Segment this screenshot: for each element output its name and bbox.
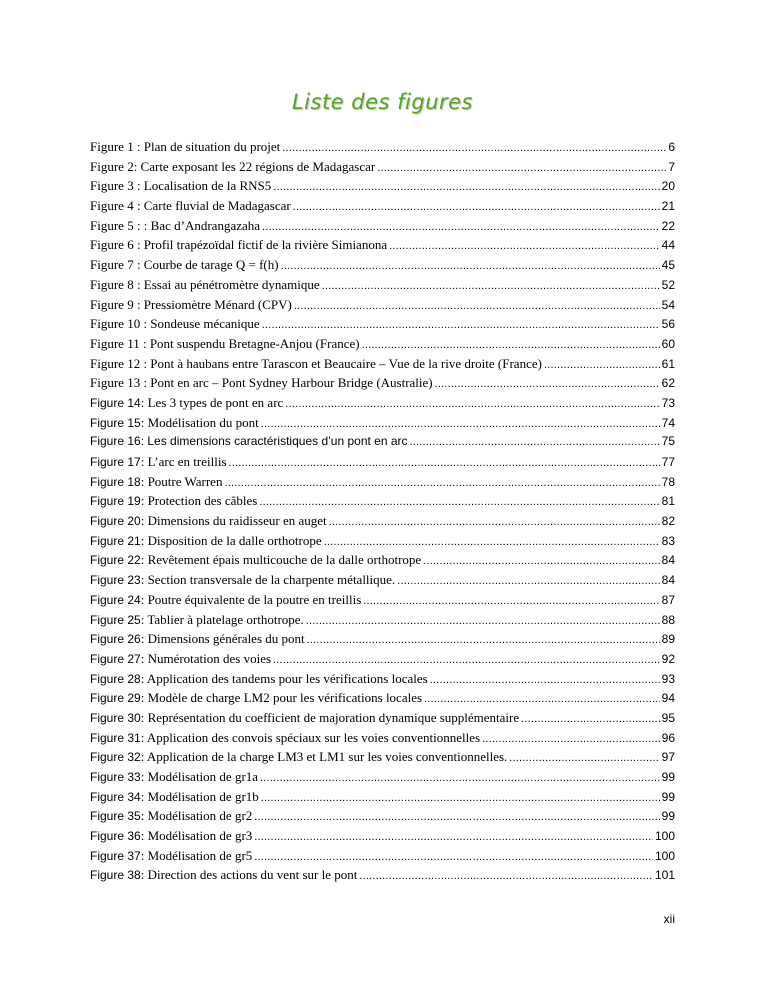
toc-entry-text: : Modélisation de gr2 [140, 808, 253, 824]
toc-entry-page: 54 [661, 297, 675, 312]
toc-entry-page: 101 [654, 868, 675, 883]
toc-entry[interactable] [90, 708, 675, 728]
toc-entry-text: : Modélisation du pont [140, 414, 259, 430]
dot-leader [261, 789, 660, 809]
toc-entry-page: 21 [661, 199, 675, 214]
toc-entry-text: : Les 3 types de pont en arc [140, 394, 284, 410]
toc-entry-text: : Modèle de charge LM2 pour les vérifications locales [140, 690, 423, 706]
toc-entry-text: : Dimensions du raidisseur en auget [140, 513, 327, 529]
toc-entry[interactable] [90, 196, 675, 216]
toc-entry-text: : Application des convois spéciaux sur les voies conventionnelles [140, 729, 481, 745]
toc-entry-page: 52 [661, 277, 675, 292]
toc-entry-prefix: Figure 28 [90, 671, 141, 686]
toc-entry-text: : Les dimensions caractéristiques d’un pont en arc [140, 434, 408, 449]
toc-entry-prefix: Figure 27 [90, 651, 141, 666]
dot-leader [273, 178, 659, 198]
dot-leader [363, 592, 659, 612]
toc-entry-page: 62 [661, 376, 675, 391]
toc-entry[interactable] [90, 472, 675, 492]
toc-entry-page: 56 [661, 317, 675, 332]
toc-entry[interactable] [90, 747, 675, 767]
toc-entry-text: Figure 13 : Pont en arc – Pont Sydney Harbour Bridge (Australie) [90, 375, 433, 391]
dot-leader [521, 710, 659, 730]
toc-entry-page: 94 [661, 691, 675, 706]
toc-entry-text: Figure 8 : Essai au pénétromètre dynamique [90, 276, 320, 292]
toc-entry[interactable] [90, 787, 675, 807]
toc-entry[interactable] [90, 491, 675, 511]
toc-entry[interactable] [90, 570, 675, 590]
toc-entry[interactable] [90, 176, 675, 196]
toc-entry[interactable] [90, 610, 675, 630]
toc-entry-text: : Dimensions générales du pont [140, 631, 305, 647]
toc-entry-text: : Direction des actions du vent sur le pont [140, 867, 358, 883]
dot-leader [281, 257, 660, 277]
toc-entry-text: : Modélisation de gr1a [140, 769, 259, 784]
toc-entry-text: : Numérotation des voies [140, 650, 272, 666]
toc-entry-text: : Section transversale de la charpente métallique. [140, 572, 396, 588]
dot-leader [329, 513, 660, 533]
toc-entry[interactable] [90, 629, 675, 649]
toc-entry-page: 74 [661, 415, 675, 430]
toc-entry-prefix: Figure 16 [90, 434, 141, 449]
toc-entry-page: 82 [661, 514, 675, 529]
dot-leader [423, 552, 659, 572]
toc-entry-page: 84 [661, 573, 675, 588]
toc-entry-text: Figure 4 : Carte fluvial de Madagascar [90, 198, 291, 214]
dot-leader [254, 828, 653, 848]
toc-entry-text: Figure 3 : Localisation de la RNS5 [90, 178, 272, 194]
toc-entry[interactable] [90, 413, 675, 433]
toc-entry-prefix: Figure 36 [90, 829, 141, 844]
toc-entry[interactable] [90, 157, 675, 177]
dot-leader [224, 474, 659, 494]
toc-entry-prefix: Figure 33 [90, 770, 141, 784]
toc-entry[interactable] [90, 314, 675, 334]
dot-leader [306, 612, 660, 632]
toc-entry-prefix: Figure 25 [90, 612, 141, 627]
dot-leader [430, 671, 660, 691]
toc-entry-text: : L’arc en treillis [140, 454, 227, 469]
toc-entry-text: Figure 6 : Profil trapézoïdal fictif de la rivière Simianona [90, 237, 388, 253]
toc-entry-page: 61 [661, 356, 675, 371]
toc-entry-page: 87 [661, 592, 675, 607]
toc-entry[interactable] [90, 590, 675, 610]
toc-entry[interactable] [90, 275, 675, 295]
toc-entry[interactable] [90, 334, 675, 354]
toc-entry-prefix: Figure 34 [90, 789, 141, 804]
toc-entry-text: Figure 1 : Plan de situation du projet [90, 139, 281, 154]
toc-entry-page: 60 [661, 336, 675, 351]
toc-entry-page: 77 [661, 455, 675, 469]
toc-entry[interactable] [90, 806, 675, 826]
toc-entry-text: : Modélisation de gr5 [140, 847, 253, 863]
toc-entry-text: : Modélisation de gr3 [140, 828, 253, 844]
toc-entry[interactable] [90, 846, 675, 866]
toc-entry-prefix: Figure 24 [90, 592, 141, 607]
toc-entry-prefix: Figure 29 [90, 691, 141, 706]
toc-entry-page: 44 [661, 238, 675, 253]
toc-entry[interactable] [90, 511, 675, 531]
dot-leader [544, 356, 660, 376]
toc-entry-text: : Modélisation de gr1b [140, 788, 259, 804]
toc-entry-text: : Application de la charge LM3 et LM1 sur les voies conventionnelles. [140, 749, 508, 765]
toc-entry-prefix: Figure 30 [90, 710, 141, 725]
toc-entry[interactable] [90, 137, 675, 157]
toc-entry[interactable] [90, 452, 675, 472]
toc-entry[interactable] [90, 373, 675, 393]
toc-entry[interactable] [90, 649, 675, 669]
toc-entry[interactable] [90, 550, 675, 570]
dot-leader [307, 631, 660, 651]
dot-leader [260, 769, 660, 789]
dot-leader [482, 730, 660, 750]
toc-entry-page: 97 [661, 750, 675, 765]
dot-leader [359, 867, 653, 887]
toc-entry-page: 99 [661, 770, 675, 784]
toc-entry[interactable] [90, 295, 675, 315]
toc-entry-page: 78 [661, 474, 675, 489]
dot-leader [377, 159, 666, 179]
toc-entry[interactable] [90, 255, 675, 275]
toc-entry-prefix: Figure 23 [90, 573, 141, 588]
dot-leader [293, 198, 660, 218]
dot-leader [397, 572, 659, 592]
toc-entry-prefix: Figure 32 [90, 750, 141, 765]
toc-entry-text: : Application des tandems pour les vérifications locales [140, 670, 428, 686]
toc-entry-prefix: Figure 14 [90, 395, 141, 410]
toc-entry-page: 93 [661, 671, 675, 686]
toc-entry-text: : Tablier à platelage orthotrope. [140, 611, 304, 627]
toc-entry[interactable] [90, 826, 675, 846]
toc-entry-text: Figure 7 : Courbe de tarage Q = f(h) [90, 257, 279, 273]
toc-entry-prefix: Figure 19 [90, 494, 141, 509]
toc-entry-text: Figure 2: Carte exposant les 22 régions de Madagascar [90, 158, 376, 174]
toc-entry-page: 88 [661, 612, 675, 627]
toc-entry[interactable] [90, 688, 675, 708]
dot-leader [285, 395, 659, 415]
toc-entry-page: 73 [661, 395, 675, 410]
toc-entry[interactable] [90, 432, 675, 452]
page-title: Liste des figures [291, 90, 474, 114]
dot-leader [294, 297, 660, 317]
toc-entry-text: Figure 11 : Pont suspendu Bretagne-Anjou (France) [90, 335, 360, 351]
toc-entry-page: 96 [661, 730, 675, 745]
toc-entry-text: : Poutre équivalente de la poutre en treillis [140, 591, 362, 607]
toc-entry[interactable] [90, 728, 675, 748]
figure-list [90, 137, 675, 885]
toc-entry-prefix: Figure 37 [90, 848, 141, 863]
toc-entry-page: 99 [661, 789, 675, 804]
dot-leader [435, 375, 660, 395]
toc-entry-page: 100 [654, 829, 675, 844]
toc-entry-page: 92 [661, 651, 675, 666]
dot-leader [229, 454, 660, 474]
dot-leader [322, 277, 660, 297]
toc-entry[interactable] [90, 531, 675, 551]
toc-entry-page: 95 [661, 710, 675, 725]
toc-entry-text: Figure 9 : Pressiomètre Ménard (CPV) [90, 296, 292, 312]
dot-leader [509, 749, 659, 769]
toc-entry[interactable] [90, 669, 675, 689]
toc-entry-page: 84 [661, 553, 675, 568]
toc-entry-prefix: Figure 15 [90, 415, 141, 430]
toc-entry-page: 7 [668, 159, 675, 174]
toc-entry-prefix: Figure 17 [90, 455, 141, 469]
toc-entry[interactable] [90, 354, 675, 374]
toc-entry-prefix: Figure 18 [90, 474, 141, 489]
toc-entry-page: 81 [661, 494, 675, 509]
toc-entry-text: : Poutre Warren [140, 473, 223, 489]
toc-entry-page: 45 [661, 258, 675, 273]
toc-entry[interactable] [90, 767, 675, 787]
toc-entry-text: : Revêtement épais multicouche de la dalle orthotrope [140, 552, 422, 568]
toc-entry-text: : Représentation du coefficient de majoration dynamique supplémentaire [140, 709, 520, 725]
toc-entry-prefix: Figure 20 [90, 514, 141, 529]
toc-entry[interactable] [90, 393, 675, 413]
dot-leader [410, 433, 660, 453]
toc-entry-text: Figure 12 : Pont à haubans entre Tarascon et Beaucaire – Vue de la rive droite (France) [90, 355, 542, 371]
toc-entry-page: 22 [661, 218, 675, 233]
dot-leader [254, 808, 659, 828]
toc-entry-page: 83 [661, 533, 675, 548]
toc-entry[interactable] [90, 216, 675, 236]
toc-entry-page: 100 [654, 848, 675, 863]
toc-entry[interactable] [90, 235, 675, 255]
toc-entry-text: Figure 10 : Sondeuse mécanique [90, 316, 260, 332]
toc-entry[interactable] [90, 865, 675, 885]
toc-entry-text: : Disposition de la dalle orthotrope [140, 532, 322, 548]
toc-entry-prefix: Figure 38 [90, 868, 141, 883]
toc-entry-prefix: Figure 31 [90, 730, 141, 745]
toc-entry-prefix: Figure 21 [90, 533, 141, 548]
toc-entry-text: Figure 5 : : Bac d’Andrangazaha [90, 217, 261, 233]
toc-entry-prefix: Figure 22 [90, 553, 141, 568]
toc-entry-page: 99 [661, 809, 675, 824]
toc-entry-prefix: Figure 35 [90, 809, 141, 824]
toc-entry-page: 20 [661, 179, 675, 194]
page-number: xii [663, 912, 675, 926]
toc-entry-page: 89 [661, 632, 675, 647]
toc-entry-prefix: Figure 26 [90, 632, 141, 647]
toc-entry-page: 6 [668, 140, 675, 154]
toc-entry-text: : Protection des câbles [140, 493, 258, 509]
dot-leader [389, 237, 660, 257]
toc-entry-page: 75 [661, 434, 675, 449]
